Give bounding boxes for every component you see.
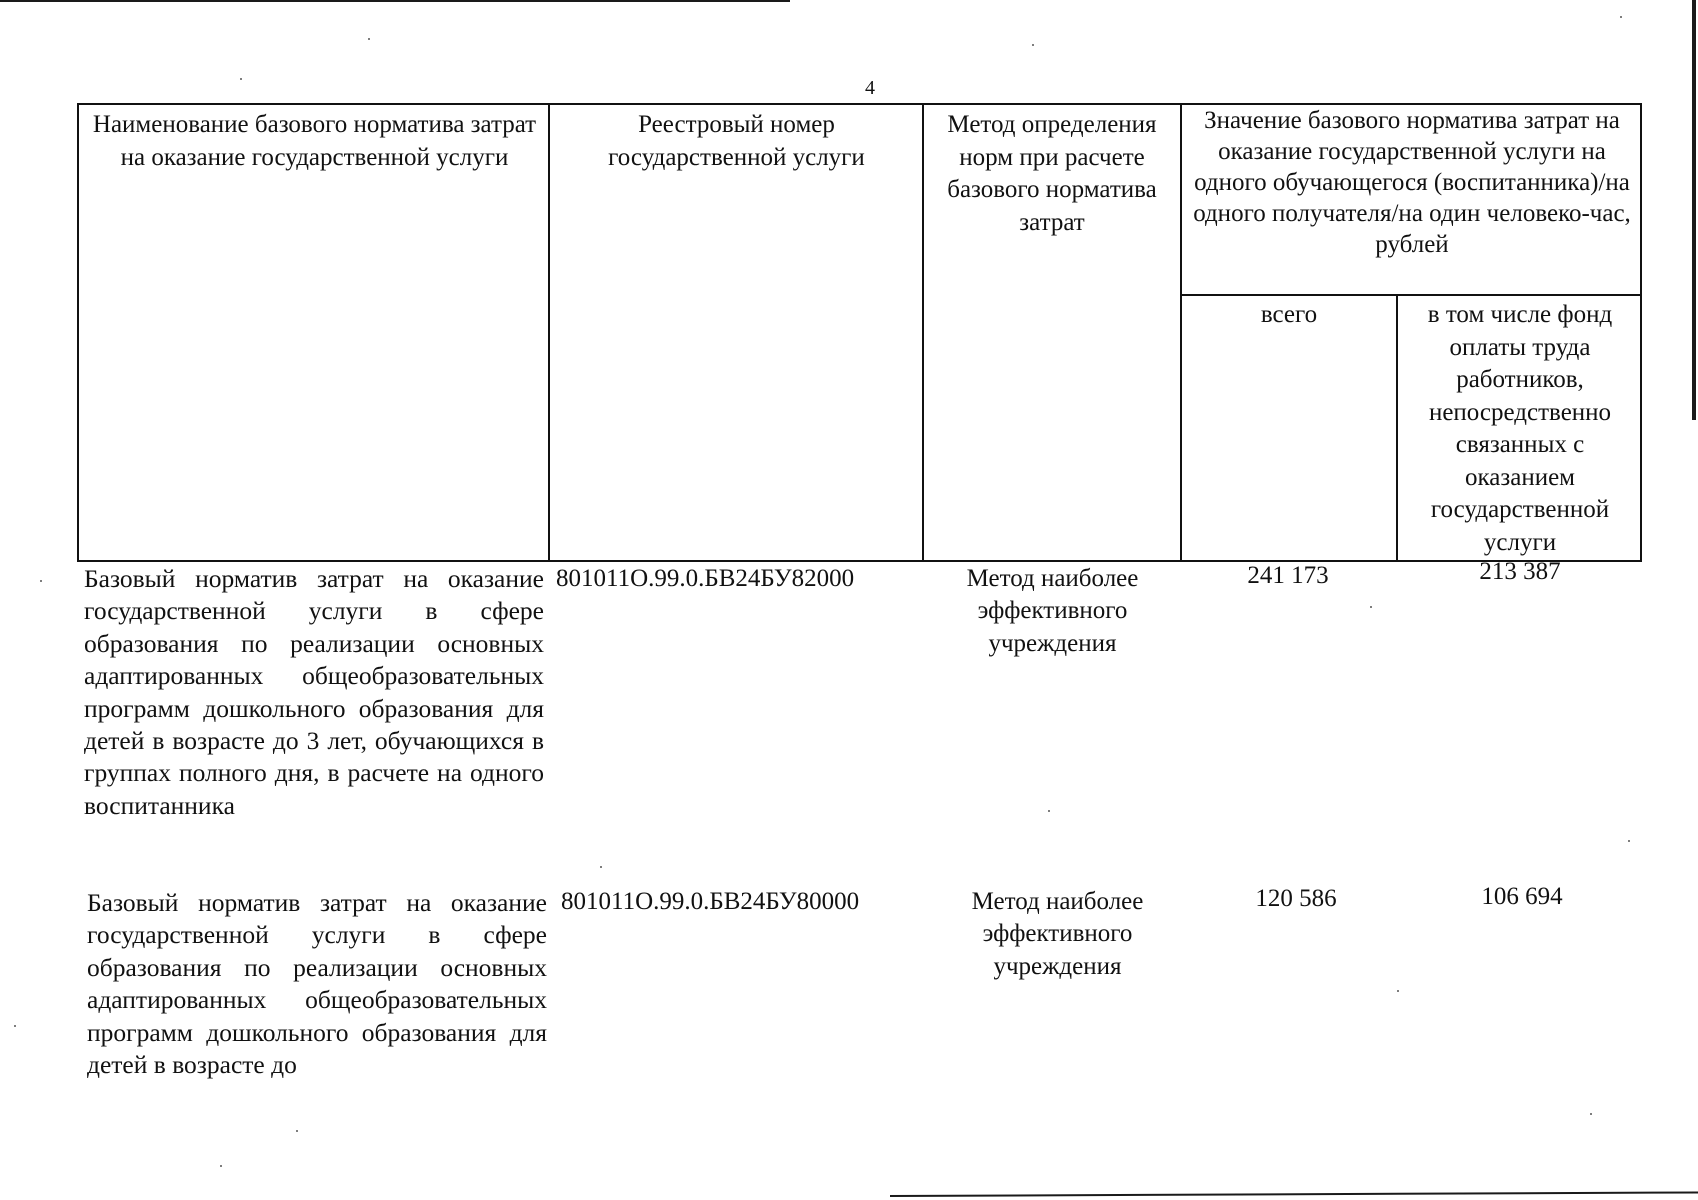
- scan-speck: [240, 78, 242, 80]
- scan-speck: [1590, 1113, 1592, 1115]
- header-method: Метод определения норм при расчете базового норматива затрат: [947, 111, 1157, 236]
- scan-speck: [14, 1025, 16, 1027]
- scan-speck: [368, 38, 370, 40]
- header-value-payroll: в том числе фонд оплаты труда работников, непосредственно связанных с оказанием государственной услуги: [1427, 301, 1613, 556]
- row-value-payroll: 213 387: [1479, 558, 1561, 585]
- row-registry-number: 801011О.99.0.БВ24БУ82000: [556, 565, 855, 592]
- header-registry-number: Реестровый номер государственной услуги: [608, 111, 865, 171]
- scan-speck: [296, 1130, 298, 1132]
- row-method: Метод наиболее эффективного учреждения: [966, 565, 1139, 657]
- scan-speck: [600, 866, 602, 868]
- row-registry-number: 801011О.99.0.БВ24БУ80000: [561, 888, 860, 915]
- column-divider: [548, 105, 550, 562]
- column-divider: [1396, 294, 1398, 562]
- row-service-name: Базовый норматив затрат на оказание государственной услуги в сфере образования по реализации основных адаптированных общеобразовательных программ дошкольного образования для детей в возрасте до 3 лет, обучающихся в группах полного дня, в расчете на одного воспитанника: [84, 564, 544, 820]
- row-value-total: 241 173: [1247, 562, 1329, 589]
- header-name: Наименование базового норматива затрат на оказание государственной услуги: [92, 111, 537, 171]
- scan-speck: [1397, 990, 1399, 992]
- header-value-group: Значение базового норматива затрат на оказание государственной услуги на одного обучающегося (воспитанника)/на одного получателя/на один человеко-час, рублей: [1193, 107, 1631, 258]
- column-divider: [1180, 105, 1182, 562]
- row-value-total: 120 586: [1255, 885, 1337, 912]
- scan-edge-right: [1692, 0, 1696, 420]
- scan-speck: [220, 1165, 222, 1167]
- header-value-total: всего: [1260, 301, 1318, 328]
- scan-speck: [1620, 16, 1622, 18]
- row-method: Метод наиболее эффективного учреждения: [971, 888, 1144, 980]
- scan-speck: [40, 580, 42, 582]
- scan-edge-top-left: [0, 0, 790, 2]
- page-number: 4: [865, 77, 875, 99]
- row-service-name: Базовый норматив затрат на оказание государственной услуги в сфере образования по реализации основных адаптированных общеобразовательных программ дошкольного образования для детей в возрасте до: [87, 888, 547, 1080]
- subheader-divider: [1180, 294, 1642, 296]
- row-value-payroll: 106 694: [1481, 883, 1563, 910]
- scan-speck: [1032, 44, 1034, 46]
- table-header: [77, 103, 1642, 562]
- scan-speck: [1370, 606, 1372, 608]
- scan-edge-bottom: [890, 1191, 1698, 1197]
- scan-speck: [1048, 810, 1050, 812]
- scan-speck: [1628, 840, 1630, 842]
